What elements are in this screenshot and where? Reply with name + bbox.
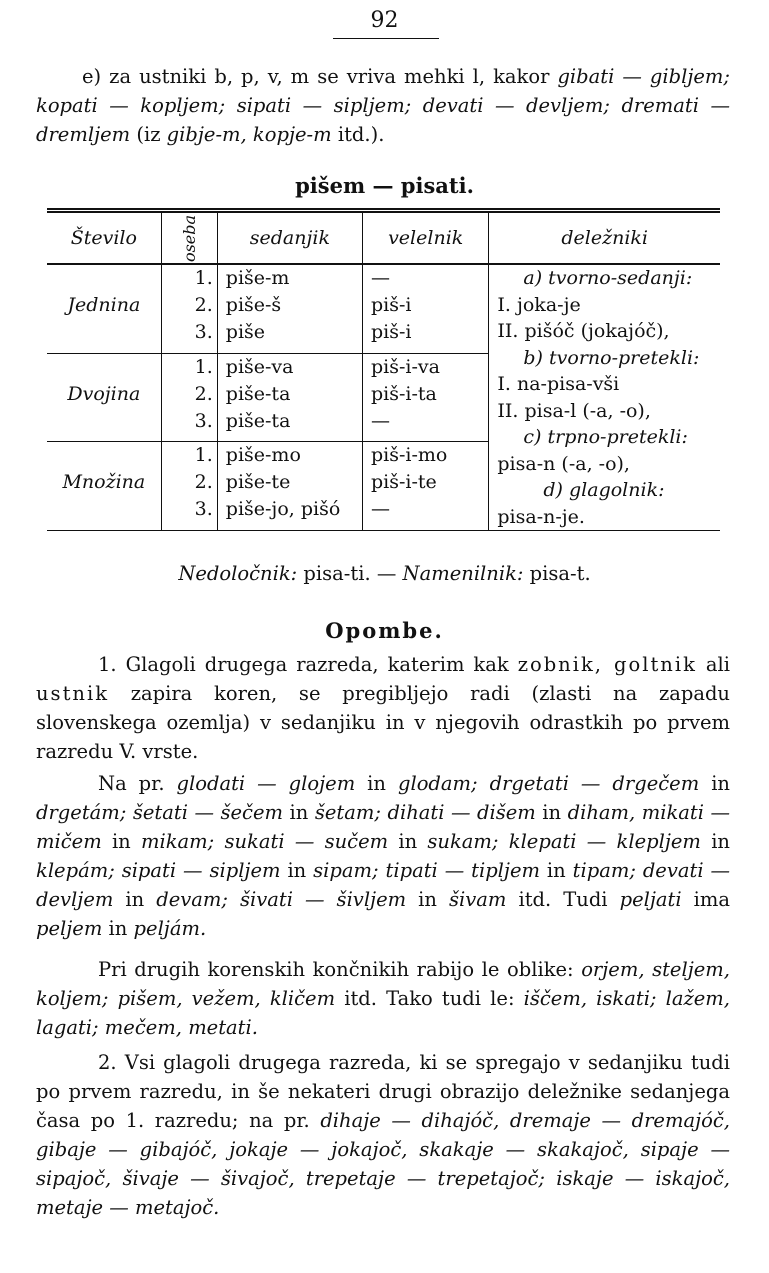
form: piš-i-te <box>370 471 437 494</box>
person: 3. <box>194 409 213 432</box>
intro-examples-2: gibje-m, kopje-m <box>166 123 332 146</box>
group-label-mnozina: Množina <box>47 442 161 531</box>
example: glodam; drgetati — drgečem <box>397 772 700 795</box>
form: piš-i-va <box>370 355 440 378</box>
deleznik-item: II. pisa-l (-a, -o), <box>497 399 651 422</box>
page-number: 92 <box>370 8 399 33</box>
sedanjik-jednina <box>217 264 362 353</box>
persons-mnozina <box>161 442 217 531</box>
intro-text-1: e) za ustniki b, p, v, m se vriva mehki l, kakor <box>82 65 558 88</box>
form: piš-i-ta <box>370 382 437 405</box>
text: in <box>283 801 315 824</box>
form: piš-i <box>370 321 412 343</box>
example: šetam; dihati — dišem <box>314 801 536 824</box>
example: drgetám; šetati — šečem <box>36 801 284 824</box>
delezniki-column <box>489 264 720 531</box>
text: 2. Vsi glagoli drugega razreda, ki se spregajo v sedanjiku tudi po prvem razredu, in še nekateri drugi obrazijo deležnike sedanjega časa po 1. razredu; na pr. <box>36 1051 730 1132</box>
example: tipam; devati — devljem <box>36 859 730 911</box>
example: peljám. <box>133 917 207 940</box>
intro-text-3: itd.). <box>331 123 385 146</box>
note-other-forms <box>36 955 730 1042</box>
example: mikam; sukati — sučem <box>141 830 389 853</box>
note-2 <box>36 1048 730 1222</box>
person: 2. <box>194 471 213 494</box>
text: in <box>699 772 730 795</box>
table-header-row <box>47 211 720 265</box>
text: ima <box>681 888 731 911</box>
person: 1. <box>194 444 213 467</box>
text: in <box>406 888 450 911</box>
intro-text-2: (iz <box>130 123 167 146</box>
nedolocnik-line <box>0 562 769 585</box>
header-stevilo: Število <box>47 211 161 265</box>
example: peljati <box>619 888 682 911</box>
example: dihaje — dihajóč, dremaje — dremajóč, gibaje — gibajóč, jokaje — jokajoč, skakaje — skakajoč, sipaje — sipajoč, šivaje — šivajoč, trepetaje — trepetajoč; iskaje — iskajoč, metaje — metajoč. <box>36 1109 730 1219</box>
text: in <box>101 830 141 853</box>
person: 3. <box>194 498 213 521</box>
header-velelnik: velelnik <box>362 211 488 265</box>
deleznik-item: I. na-pisa-vši <box>497 373 620 395</box>
deleznik-item: d) glagolnik: <box>543 479 665 501</box>
group-label-jednina: Jednina <box>47 264 161 353</box>
text: 1. Glagoli drugega razreda, katerim kak <box>98 653 518 676</box>
example: glodati — glojem <box>176 772 356 795</box>
text: in <box>535 801 568 824</box>
form: piše-mo <box>225 444 301 467</box>
text: itd. Tudi <box>506 888 620 911</box>
velelnik-jednina <box>362 264 488 353</box>
table-row <box>47 264 720 353</box>
text: ali <box>696 653 730 676</box>
form: — <box>370 498 390 521</box>
deleznik-item: b) tvorno-pretekli: <box>523 346 700 369</box>
form: piše-va <box>225 355 294 378</box>
person: 2. <box>194 294 213 316</box>
example: diham, mikati — mičem <box>36 801 731 853</box>
text: in <box>700 830 730 853</box>
nedolocnik-value: pisa-ti. — <box>297 562 403 585</box>
deleznik-item: I. joka-je <box>497 293 581 316</box>
text: Na pr. <box>98 772 177 795</box>
persons-dvojina <box>161 353 217 442</box>
person: 1. <box>194 267 213 289</box>
opombe-heading: Opombe. <box>325 618 444 643</box>
group-label-dvojina: Dvojina <box>47 353 161 442</box>
header-delezniki: deležniki <box>489 211 720 265</box>
note-examples <box>36 769 730 943</box>
example: klepám; sipati — sipljem <box>36 859 281 882</box>
form: piše-te <box>225 471 291 494</box>
text: in <box>388 830 428 853</box>
velelnik-mnozina <box>362 442 488 531</box>
example: peljem <box>36 917 103 940</box>
header-rule <box>333 38 439 39</box>
deleznik-item: pisa-n-je. <box>497 505 585 528</box>
text: in <box>540 859 573 882</box>
spaced-term: ustnik <box>36 682 110 705</box>
spaced-term: zobnik, goltnik <box>517 653 697 676</box>
form: piše-ta <box>225 382 291 405</box>
intro-examples: gibati — gibljem; kopati — kopljem; sipati — sipljem; devati — devljem; dremati — dremljem <box>36 65 730 146</box>
text: Pri drugih korenskih končnikih rabijo le oblike: <box>98 958 582 981</box>
sedanjik-dvojina <box>217 353 362 442</box>
persons-jednina <box>161 264 217 353</box>
example: šivam <box>449 888 507 911</box>
header-sedanjik: sedanjik <box>217 211 362 265</box>
text: in <box>355 772 398 795</box>
namenilnik-label: Namenilnik: <box>402 562 524 585</box>
person: 2. <box>194 382 213 405</box>
person: 3. <box>194 321 213 343</box>
form: piše <box>225 321 266 343</box>
example: orjem, steljem, koljem; pišem, vežem, kličem <box>36 958 730 1010</box>
form: piše-š <box>225 294 282 316</box>
velelnik-dvojina <box>362 353 488 442</box>
form: piše-ta <box>225 409 291 432</box>
form: piš-i <box>370 294 412 316</box>
form: — <box>370 409 390 432</box>
form: piše-jo, pišó <box>225 498 341 521</box>
text: zapira koren, se pregibljejo radi (zlasti na zapadu slovenskega ozemlja) v sedanjiku in v njegovih odrastkih po prvem razredu V. vrste. <box>36 682 730 763</box>
conjugation-heading: pišem — pisati. <box>295 173 474 198</box>
text: in <box>102 917 134 940</box>
deleznik-item: c) trpno-pretekli: <box>523 426 688 448</box>
header-oseba-label: oseba <box>179 214 199 263</box>
deleznik-item: pisa-n (-a, -o), <box>497 452 630 475</box>
conjugation-table <box>47 208 720 531</box>
sedanjik-mnozina <box>217 442 362 531</box>
text: in <box>113 888 157 911</box>
namenilnik-value: pisa-t. <box>523 562 591 585</box>
deleznik-item: II. pišóč (jokajóč), <box>497 320 670 342</box>
form: piše-m <box>225 267 290 289</box>
example: sipam; tipati — tipljem <box>313 859 540 882</box>
text: in <box>280 859 314 882</box>
intro-paragraph <box>36 62 730 149</box>
form: piš-i-mo <box>370 444 448 467</box>
header-oseba <box>161 211 217 265</box>
example: iščem, iskati; lažem, lagati; mečem, metati. <box>36 987 730 1039</box>
deleznik-item: a) tvorno-sedanji: <box>523 267 693 289</box>
person: 1. <box>194 355 213 378</box>
example: sukam; klepati — klepljem <box>427 830 701 853</box>
example: devam; šivati — šivljem <box>156 888 407 911</box>
note-1 <box>36 650 730 766</box>
text: itd. Tako tudi le: <box>335 987 524 1010</box>
nedolocnik-label: Nedoločnik: <box>178 562 298 585</box>
form: — <box>370 267 390 289</box>
